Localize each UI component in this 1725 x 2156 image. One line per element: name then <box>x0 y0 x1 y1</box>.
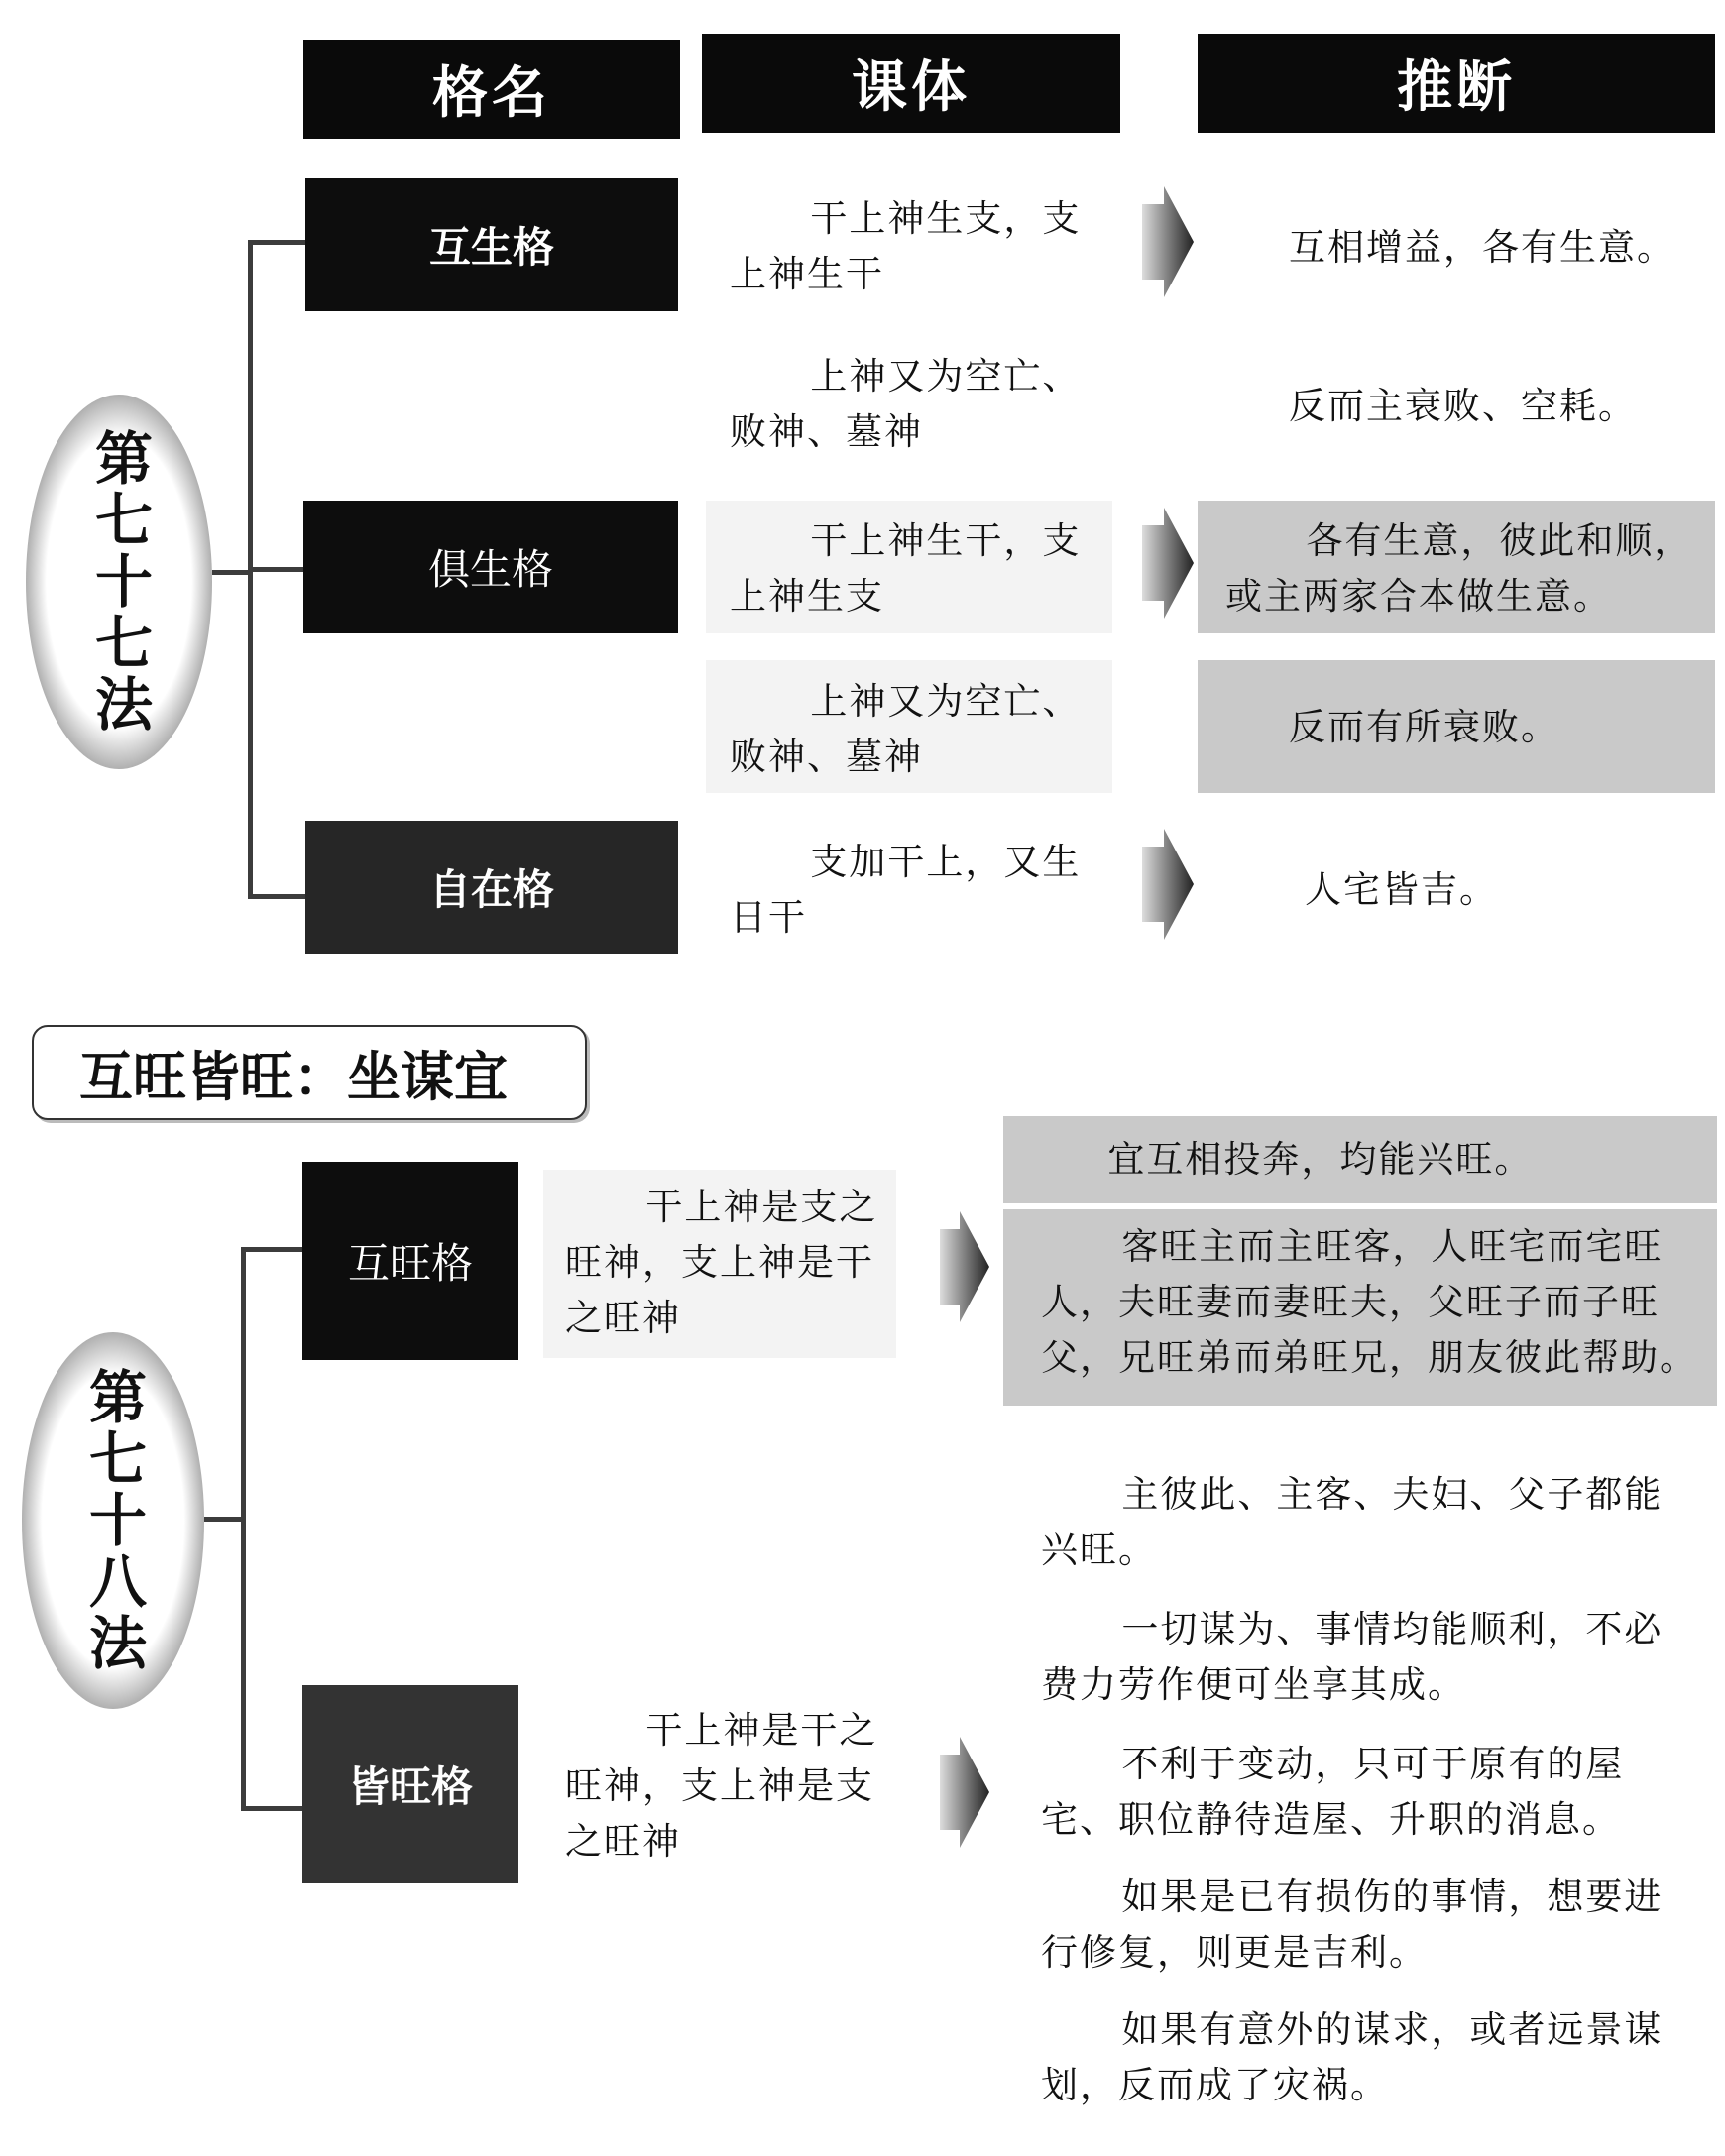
law78-label: 第七十八法 <box>79 1367 147 1674</box>
result-jiewang-4: 如果是已有损伤的事情，想要进行修复，则更是吉利。 <box>1041 1875 1664 1974</box>
arrow-huwang <box>940 1211 989 1322</box>
law78-spine <box>241 1247 246 1810</box>
result-huwang-1: 宜互相投奔，均能兴旺。 <box>1107 1138 1534 1181</box>
section-title: 互旺皆旺：坐谋宜 <box>32 1025 587 1120</box>
result-huwang-2: 客旺主而主旺客，人旺宅而宅旺人，夫旺妻而妻旺夫，父旺子而子旺父，兄旺弟而弟旺兄，朋友彼此帮助。 <box>1041 1225 1698 1379</box>
law77-label: 第七十七法 <box>85 428 153 736</box>
result-jiewang-1: 主彼此、主客、夫妇、父子都能兴旺。 <box>1041 1473 1664 1571</box>
arrow-husheng <box>1142 186 1194 297</box>
result-jiewang-3: 不利于变动，只可于原有的屋宅、职位静待造屋、升职的消息。 <box>1041 1743 1625 1841</box>
law77-stem <box>212 570 250 575</box>
arrow-jiewang <box>940 1737 989 1848</box>
body-jusheng: 干上神生干，支上神生支 <box>730 519 1082 618</box>
law78-stem <box>204 1517 244 1522</box>
law78-oval <box>22 1332 204 1709</box>
result-jiewang-2: 一切谋为、事情均能顺利，不必费力劳作便可坐享其成。 <box>1041 1608 1664 1706</box>
body-jusheng-exception: 上神又为空亡、败神、墓神 <box>730 680 1082 778</box>
result-zizai: 人宅皆吉。 <box>1305 868 1498 911</box>
body-jiewang: 干上神是干之旺神，支上神是支之旺神 <box>565 1709 878 1863</box>
body-husheng-exception: 上神又为空亡、败神、墓神 <box>730 355 1082 453</box>
result-jiewang-5: 如果有意外的谋求，或者远景谋划，反而成了灾祸。 <box>1041 2008 1664 2106</box>
header-body: 课体 <box>702 34 1120 133</box>
body-huwang: 干上神是支之旺神，支上神是干之旺神 <box>565 1186 878 1339</box>
law77-branch-2 <box>248 567 305 572</box>
name-jiewang: 皆旺格 <box>302 1685 518 1883</box>
arrow-jusheng <box>1142 508 1194 619</box>
name-huwang: 互旺格 <box>302 1162 518 1360</box>
body-zizai: 支加干上，又生日干 <box>730 841 1082 939</box>
name-husheng: 互生格 <box>305 178 678 311</box>
result-husheng: 互相增益，各有生意。 <box>1289 226 1675 269</box>
name-zizai: 自在格 <box>305 821 678 954</box>
header-judgment: 推断 <box>1198 34 1715 133</box>
name-jusheng: 俱生格 <box>303 501 678 633</box>
law77-oval <box>26 395 212 769</box>
result-jusheng: 各有生意，彼此和顺，或主两家合本做生意。 <box>1225 519 1693 618</box>
law78-branch-1 <box>241 1247 302 1252</box>
law77-branch-3 <box>248 894 305 899</box>
arrow-zizai <box>1142 829 1194 940</box>
header-name: 格名 <box>303 40 680 139</box>
law77-branch-1 <box>248 240 305 245</box>
result-jusheng-exception: 反而有所衰败。 <box>1289 706 1559 748</box>
result-husheng-exception: 反而主衰败、空耗。 <box>1289 385 1637 427</box>
body-husheng: 干上神生支，支上神生干 <box>730 197 1082 295</box>
law78-branch-2 <box>241 1806 302 1811</box>
